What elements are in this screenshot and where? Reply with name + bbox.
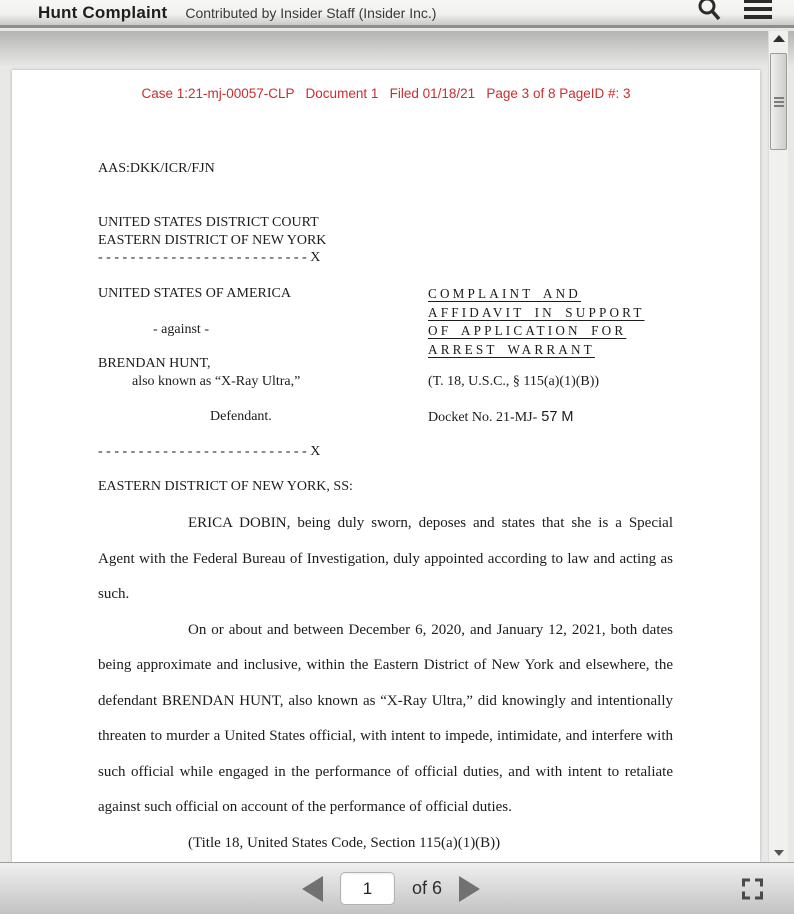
next-page-icon[interactable] [459, 876, 480, 902]
pacer-case-stamp: Case 1:21-mj-00057-CLP Document 1 Filed 01/18/21 Page 3 of 8 PageID #: 3 [141, 86, 631, 101]
viewer-header [0, 0, 794, 28]
court-name: UNITED STATES DISTRICT COURT [98, 215, 319, 230]
statute-citation: (T. 18, U.S.C., § 115(a)(1)(B)) [428, 374, 600, 389]
docket-handwritten-number: 57 M [541, 409, 574, 425]
court-district: EASTERN DISTRICT OF NEW YORK [98, 233, 327, 248]
attorney-initials: AAS:DKK/ICR/FJN [98, 161, 215, 176]
scrollbar-thumb[interactable] [770, 53, 787, 150]
affidavit-body [98, 506, 673, 861]
pager-controls [0, 863, 794, 914]
caption-divider-bottom: - - - - - - - - - - - - - - - - - - - - - - - - - - X [98, 444, 321, 459]
statute-footnote: (Title 18, United States Code, Section 115(a)(1)(B)) [188, 834, 501, 851]
filing-title-line: OF APPLICATION FOR [428, 323, 627, 338]
filing-title-line: ARREST WARRANT [428, 341, 595, 357]
previous-page-icon[interactable] [302, 876, 323, 902]
defendant-label: Defendant. [210, 409, 272, 424]
scrollbar[interactable] [768, 31, 788, 862]
docket-prefix: Docket No. 21-MJ- [428, 410, 538, 425]
docket-number-line [428, 408, 574, 427]
document-page [12, 70, 760, 862]
document-viewer [0, 31, 794, 862]
scroll-down-icon[interactable] [774, 850, 784, 856]
caption-divider-top: - - - - - - - - - - - - - - - - - - - - - - - - - - X [98, 250, 321, 265]
defendant-alias: also known as “X-Ray Ultra,” [132, 374, 301, 389]
document-contributor: Contributed by Insider Staff (Insider Inc.) [185, 5, 437, 21]
search-icon[interactable] [696, 0, 722, 28]
scrollbar-grip-icon [774, 97, 784, 107]
filing-title-line: COMPLAINT AND [428, 286, 581, 301]
filing-title-line: AFFIDAVIT IN SUPPORT [428, 304, 645, 320]
defendant-name: BRENDAN HUNT, [98, 356, 211, 371]
against-label: - against - [153, 322, 209, 337]
header-icons [696, 0, 772, 28]
menu-icon[interactable] [744, 0, 772, 23]
pager-bar [0, 862, 794, 914]
plaintiff-name: UNITED STATES OF AMERICA [98, 286, 291, 301]
fullscreen-icon[interactable] [742, 878, 763, 899]
venue-line: EASTERN DISTRICT OF NEW YORK, SS: [98, 479, 353, 494]
page-number-input[interactable] [340, 872, 395, 905]
affidavit-paragraph: On or about and between December 6, 2020, and January 12, 2021, both dates being approximate and inclusive, within the Eastern District of New York and elsewhere, the defendant BRENDAN HUNT, also known as “X-Ray Ultra,” did knowingly and intentionally threaten to murder a United States official, with intent to impede, intimidate, and interfere with such official while engaged in the performance of official duties, and with intent to retaliate against such official on account of the performance of official duties. [98, 621, 673, 815]
page-count-label: of 6 [411, 878, 443, 898]
document-title: Hunt Complaint [38, 3, 168, 22]
affidavit-paragraph: ERICA DOBIN, being duly sworn, deposes and states that she is a Special Agent with the Federal Bureau of Investigation, duly appointed according to law and acting as such. [98, 515, 673, 602]
scroll-up-icon[interactable] [773, 35, 785, 42]
